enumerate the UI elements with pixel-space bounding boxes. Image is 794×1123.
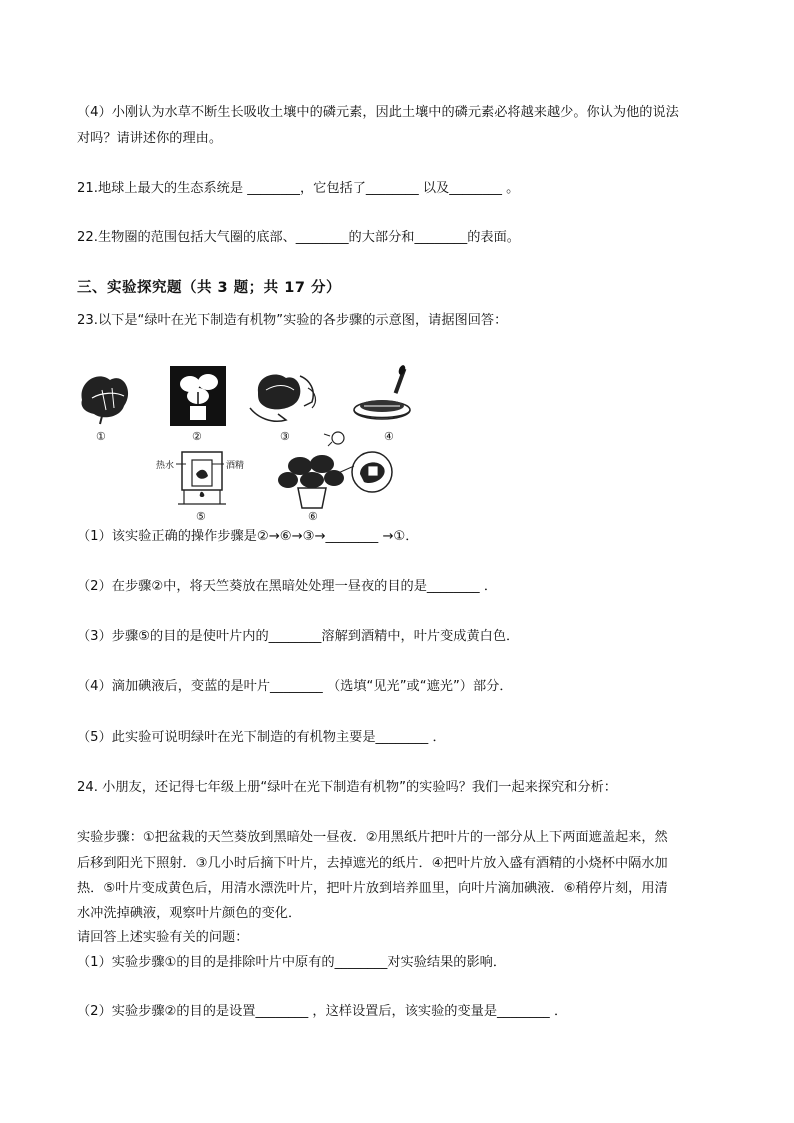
question-23-4: （4）滴加碘液后，变蓝的是叶片________ （选填“见光”或“遮光”）部分． xyxy=(77,679,513,694)
q20-4-line1: （4）小刚认为水草不断生长吸收土壤中的磷元素，因此土壤中的磷元素必将越来越少。你认为他的说法 xyxy=(77,105,679,120)
question-24-2: （2）实验步骤②的目的是设置________ ，这样设置后，该实验的变量是________ ． xyxy=(77,1004,568,1019)
section-heading-experiments: 三、实验探究题（共 3 题；共 17 分） xyxy=(77,280,341,296)
step-label-1: ① xyxy=(96,430,106,443)
experiment-steps-figure xyxy=(72,362,422,524)
question-24-steps-2: 后移到阳光下照射．③几小时后摘下叶片，去掉遮光的纸片．④把叶片放入盛有酒精的小烧杯中隔水加 xyxy=(77,856,668,871)
question-24-steps-4: 水冲洗掉碘液，观察叶片颜色的变化． xyxy=(77,906,302,921)
question-23-1: （1）该实验正确的操作步骤是②→⑥→③→________ →①． xyxy=(77,529,419,544)
hot-water-label: 热水 xyxy=(156,461,175,471)
question-23-intro: 23.以下是“绿叶在光下制造有机物”实验的各步骤的示意图，请据图回答： xyxy=(77,313,508,328)
step-label-6: ⑥ xyxy=(308,510,318,523)
question-24-1: （1）实验步骤①的目的是排除叶片中原有的________对实验结果的影响． xyxy=(77,955,507,970)
water-bath-illustration xyxy=(176,452,226,504)
step-label-2: ② xyxy=(192,430,202,443)
step-label-5: ⑤ xyxy=(196,510,206,523)
question-23-5: （5）此实验可说明绿叶在光下制造的有机物主要是________ ． xyxy=(77,730,446,745)
dark-box-plant-illustration xyxy=(170,366,226,426)
leaf-illustration xyxy=(81,376,128,424)
step-label-4: ④ xyxy=(384,430,394,443)
question-24-intro: 24. 小朋友，还记得七年级上册“绿叶在光下制造有机物”的实验吗？我们一起来探究和分析： xyxy=(77,780,617,795)
hand-leaf-illustration xyxy=(250,374,315,421)
question-23-3: （3）步骤⑤的目的是使叶片内的________溶解到酒精中，叶片变成黄白色． xyxy=(77,629,520,644)
q20-4-line2: 对吗？请讲述你的理由。 xyxy=(77,131,223,146)
question-24-steps-1: 实验步骤：①把盆栽的天竺葵放到黑暗处一昼夜．②用黑纸片把叶片的一部分从上下两面遮盖起来，然 xyxy=(77,830,668,845)
question-23-2: （2）在步骤②中，将天竺葵放在黑暗处处理一昼夜的目的是________ ． xyxy=(77,579,498,594)
step-label-3: ③ xyxy=(280,430,290,443)
question-21: 21.地球上最大的生态系统是 ________，它包括了________ 以及________ 。 xyxy=(77,181,520,196)
question-24-prompt: 请回答上述实验有关的问题： xyxy=(77,930,249,945)
question-24-steps-3: 热．⑤叶片变成黄色后，用清水漂洗叶片，把叶片放到培养皿里，向叶片滴加碘液．⑥稍停片刻，用清 xyxy=(77,881,668,896)
alcohol-label: 酒精 xyxy=(226,461,245,471)
sunlight-plant-illustration xyxy=(278,432,392,508)
dropper-dish-illustration xyxy=(354,364,410,419)
question-22: 22.生物圈的范围包括大气圈的底部、________的大部分和________的表面。 xyxy=(77,230,520,245)
